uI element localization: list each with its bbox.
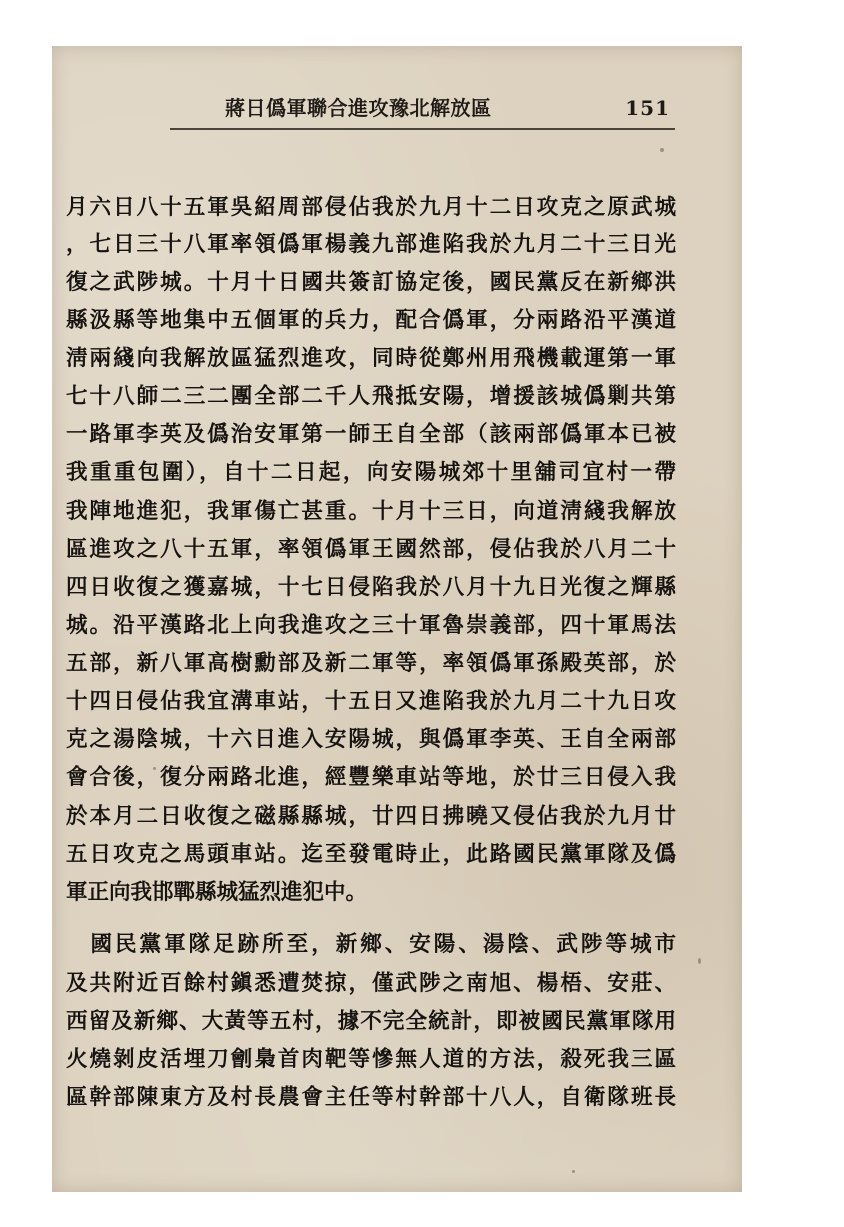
- running-header: [170, 92, 675, 124]
- body-line-11: 四日收復之獲嘉城，十七日侵陷我於八月十九日光復之輝縣: [66, 575, 676, 600]
- body-line-1: 月六日八十五軍吳紹周部侵佔我於九月十二日攻克之原武城: [66, 195, 676, 220]
- body-line-15: 克之湯陰城，十六日進入安陽城，與僞軍李英、王自全兩部: [66, 727, 676, 752]
- paper-speck: [572, 1170, 575, 1173]
- body-line-4: 縣汲縣等地集中五個軍的兵力，配合僞軍，分兩路沿平漢道: [66, 308, 676, 333]
- header-rule: [170, 128, 675, 130]
- body-line-10: 區進攻之八十五軍，率領僞軍王國然部，侵佔我於八月二十: [66, 537, 676, 562]
- body-line-20: 國民黨軍隊足跡所至，新鄉、安陽、湯陰、武陟等城市: [66, 932, 676, 957]
- chapter-title: 蔣日僞軍聯合進攻豫北解放區: [225, 96, 492, 120]
- body-line-23: 火燒剝皮活埋刀劊梟首肉靶等慘無人道的方法，殺死我三區: [66, 1047, 676, 1072]
- body-line-8: 我重重包圍），自十二日起，向安陽城郊十里舖司宜村一帶: [66, 460, 676, 485]
- page-number: 151: [625, 96, 670, 120]
- body-line-14: 十四日侵佔我宜溝車站，十五日又進陷我於九月二十九日攻: [66, 689, 676, 714]
- body-line-9: 我陣地進犯，我軍傷亡甚重。十月十三日，向道淸綫我解放: [66, 499, 676, 524]
- body-line-19: 軍正向我邯鄲縣城猛烈進犯中。: [66, 880, 368, 905]
- body-line-12: 城。沿平漢路北上向我進攻之三十軍魯崇義部，四十軍馬法: [66, 613, 676, 638]
- body-line-6: 七十八師二三二團全部二千人飛抵安陽，增援該城僞剿共第: [66, 384, 676, 409]
- paper-speck: [698, 958, 701, 964]
- body-line-2: ，七日三十八軍率領僞軍楊義九部進陷我於九月二十三日光: [66, 232, 676, 257]
- body-line-21: 及共附近百餘村鎭悉遭焚掠，僅武陟之南旭、楊梧、安莊、: [66, 971, 676, 996]
- body-line-7: 一路軍李英及僞治安軍第一師王自全部（該兩部僞軍本已被: [66, 422, 676, 447]
- body-line-13: 五部，新八軍高樹勳部及新二軍等，率領僞軍孫殿英部，於: [66, 651, 676, 676]
- body-line-22: 西留及新鄉、大黃等五村，據不完全統計，即被國民黨軍隊用: [66, 1009, 676, 1034]
- body-line-24: 區幹部陳東方及村長農會主任等村幹部十八人，自衛隊班長: [66, 1085, 676, 1110]
- body-line-16: 會合後，復分兩路北進，經豐樂車站等地，於廿三日侵入我: [66, 765, 676, 790]
- paper-speck: [660, 148, 664, 152]
- body-line-17: 於本月二日收復之磁縣縣城，廿四日拂曉又侵佔我於九月廿: [66, 804, 676, 829]
- body-line-3: 復之武陟城。十月十日國共簽訂協定後，國民黨反在新鄉洪: [66, 270, 676, 295]
- body-line-18: 五日攻克之馬頭車站。迄至發電時止，此路國民黨軍隊及僞: [66, 842, 676, 867]
- body-line-5: 淸兩綫向我解放區猛烈進攻，同時從鄭州用飛機載運第一軍: [66, 346, 676, 371]
